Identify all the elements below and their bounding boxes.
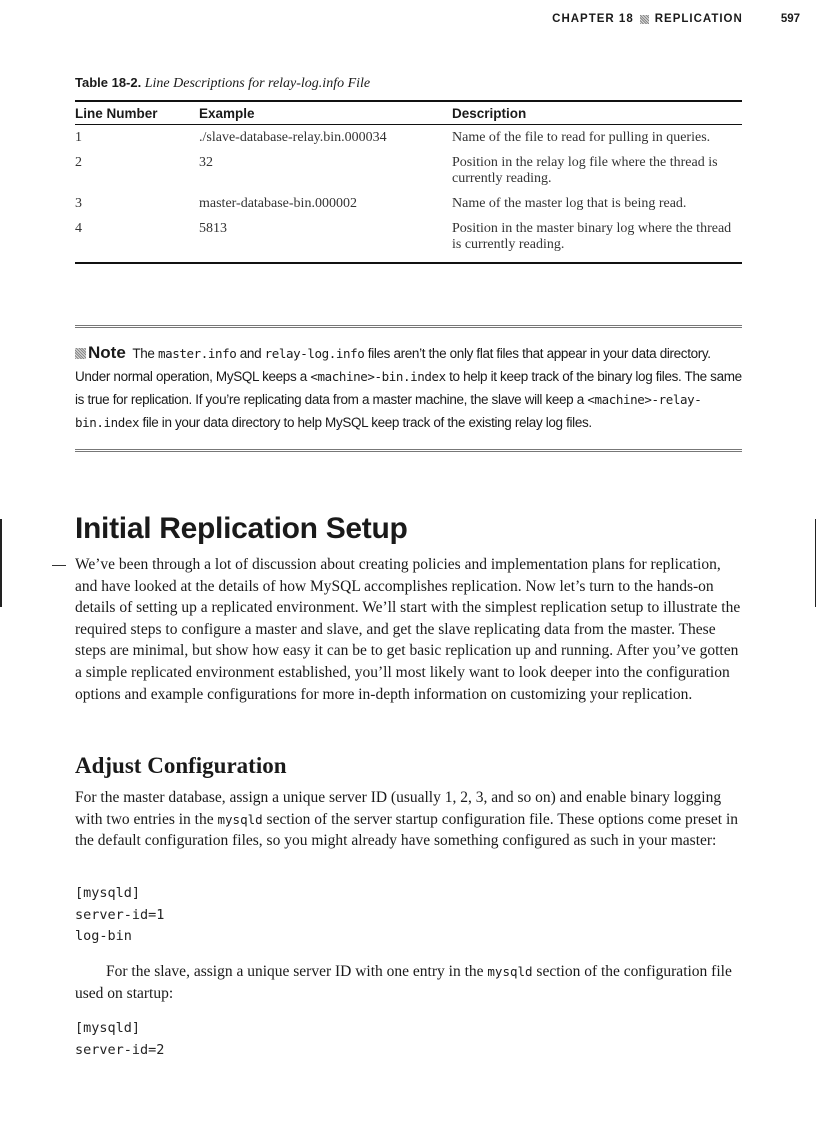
paragraph-text: For the master database, assign a unique server ID (usually 1, 2, 3, and so on) and enable binary logging with two entries in the — [75, 789, 722, 828]
table-cell: ./slave-database-relay.bin.000034 — [199, 130, 387, 145]
table-cell: 5813 — [199, 221, 227, 236]
note-box — [75, 325, 742, 452]
section-label: REPLICATION — [654, 13, 743, 25]
chapter-label: CHAPTER 18 — [552, 13, 634, 25]
paragraph-text: For the slave, assign a unique server ID with one entry in the — [106, 963, 488, 980]
table-row — [75, 191, 742, 216]
table-cell: 3 — [75, 196, 82, 211]
page-number: 597 — [780, 13, 800, 25]
note-text: files aren’t the only flat files that appear in your data directory. Under normal operation, MySQL keeps a — [75, 346, 711, 384]
column-header: Description — [452, 101, 742, 125]
margin-mark — [52, 565, 66, 566]
table-cell: Name of the master log that is being read. — [452, 196, 687, 211]
table-cell: 1 — [75, 130, 82, 145]
table-row — [75, 216, 742, 263]
change-bar-left — [0, 519, 2, 607]
section-paragraph: We’ve been through a lot of discussion about creating policies and implementation plans for replication, and have looked at the details of how MySQL accomplishes replication. Now let’s turn to the hands-on details of setting up a replicated environment. We’ll start with the simplest replication setup to illustrate the required steps to configure a master and slave, and get the slave replicating data from the master. These steps are minimal, but show how easy it can be to get basic replication up and running. After you’ve gotten a simple replicated environment established, you’ll most likely want to look deeper into the configuration options and example configurations for more in-depth information on customizing your replication. — [75, 556, 741, 703]
subsection-paragraph — [75, 787, 742, 852]
master-config-code: [mysqld] server-id=1 log-bin — [75, 885, 165, 945]
note-text: The — [132, 346, 158, 361]
note-text: file in your data directory to help MySQL keep track of the existing relay log files. — [139, 415, 592, 430]
inline-code: mysqld — [487, 964, 533, 979]
note-text: to help it keep track of the binary log files. The same is true for replication. If you’re replicating data from a master machine, the slave will keep a — [75, 369, 742, 407]
slave-config-code: [mysqld] server-id=2 — [75, 1020, 165, 1058]
slave-paragraph — [75, 961, 742, 1004]
table-cell: 4 — [75, 221, 82, 236]
table-cell: 32 — [199, 155, 213, 170]
column-header: Line Number — [75, 101, 199, 125]
note-code: <machine>-bin.index — [310, 369, 446, 384]
table-cell: 2 — [75, 155, 82, 170]
table-title: Line Descriptions for relay-log.info File — [144, 76, 371, 91]
table-label: Table 18-2. — [75, 75, 142, 90]
section-heading: Initial Replication Setup — [75, 512, 408, 545]
relay-log-table — [75, 100, 742, 264]
table-header-row — [75, 101, 742, 125]
note-square-icon — [75, 348, 86, 359]
table-caption — [75, 75, 370, 92]
separator-square-icon — [640, 15, 649, 24]
note-label: Note — [88, 343, 126, 362]
column-header: Example — [199, 101, 452, 125]
running-header — [552, 13, 800, 25]
table-row — [75, 150, 742, 191]
note-code: relay-log.info — [264, 346, 365, 361]
table-cell: Position in the relay log file where the thread is currently reading. — [452, 155, 718, 186]
paragraph-text: section of the configuration file used on startup: — [75, 963, 732, 1002]
table-cell: master-database-bin.000002 — [199, 196, 357, 211]
note-code: <machine>-relay-bin.index — [75, 392, 702, 430]
table-row — [75, 125, 742, 151]
table-cell: Position in the master binary log where the thread is currently reading. — [452, 221, 732, 252]
inline-code: mysqld — [217, 811, 263, 827]
note-code: master.info — [157, 346, 237, 361]
subsection-heading: Adjust Configuration — [75, 753, 287, 778]
paragraph-text: section of the server startup configuration file. These options come preset in the default configuration files, so you might already have something configured as such in your master: — [75, 810, 738, 850]
note-text: and — [236, 346, 265, 361]
table-cell: Name of the file to read for pulling in queries. — [452, 130, 711, 145]
